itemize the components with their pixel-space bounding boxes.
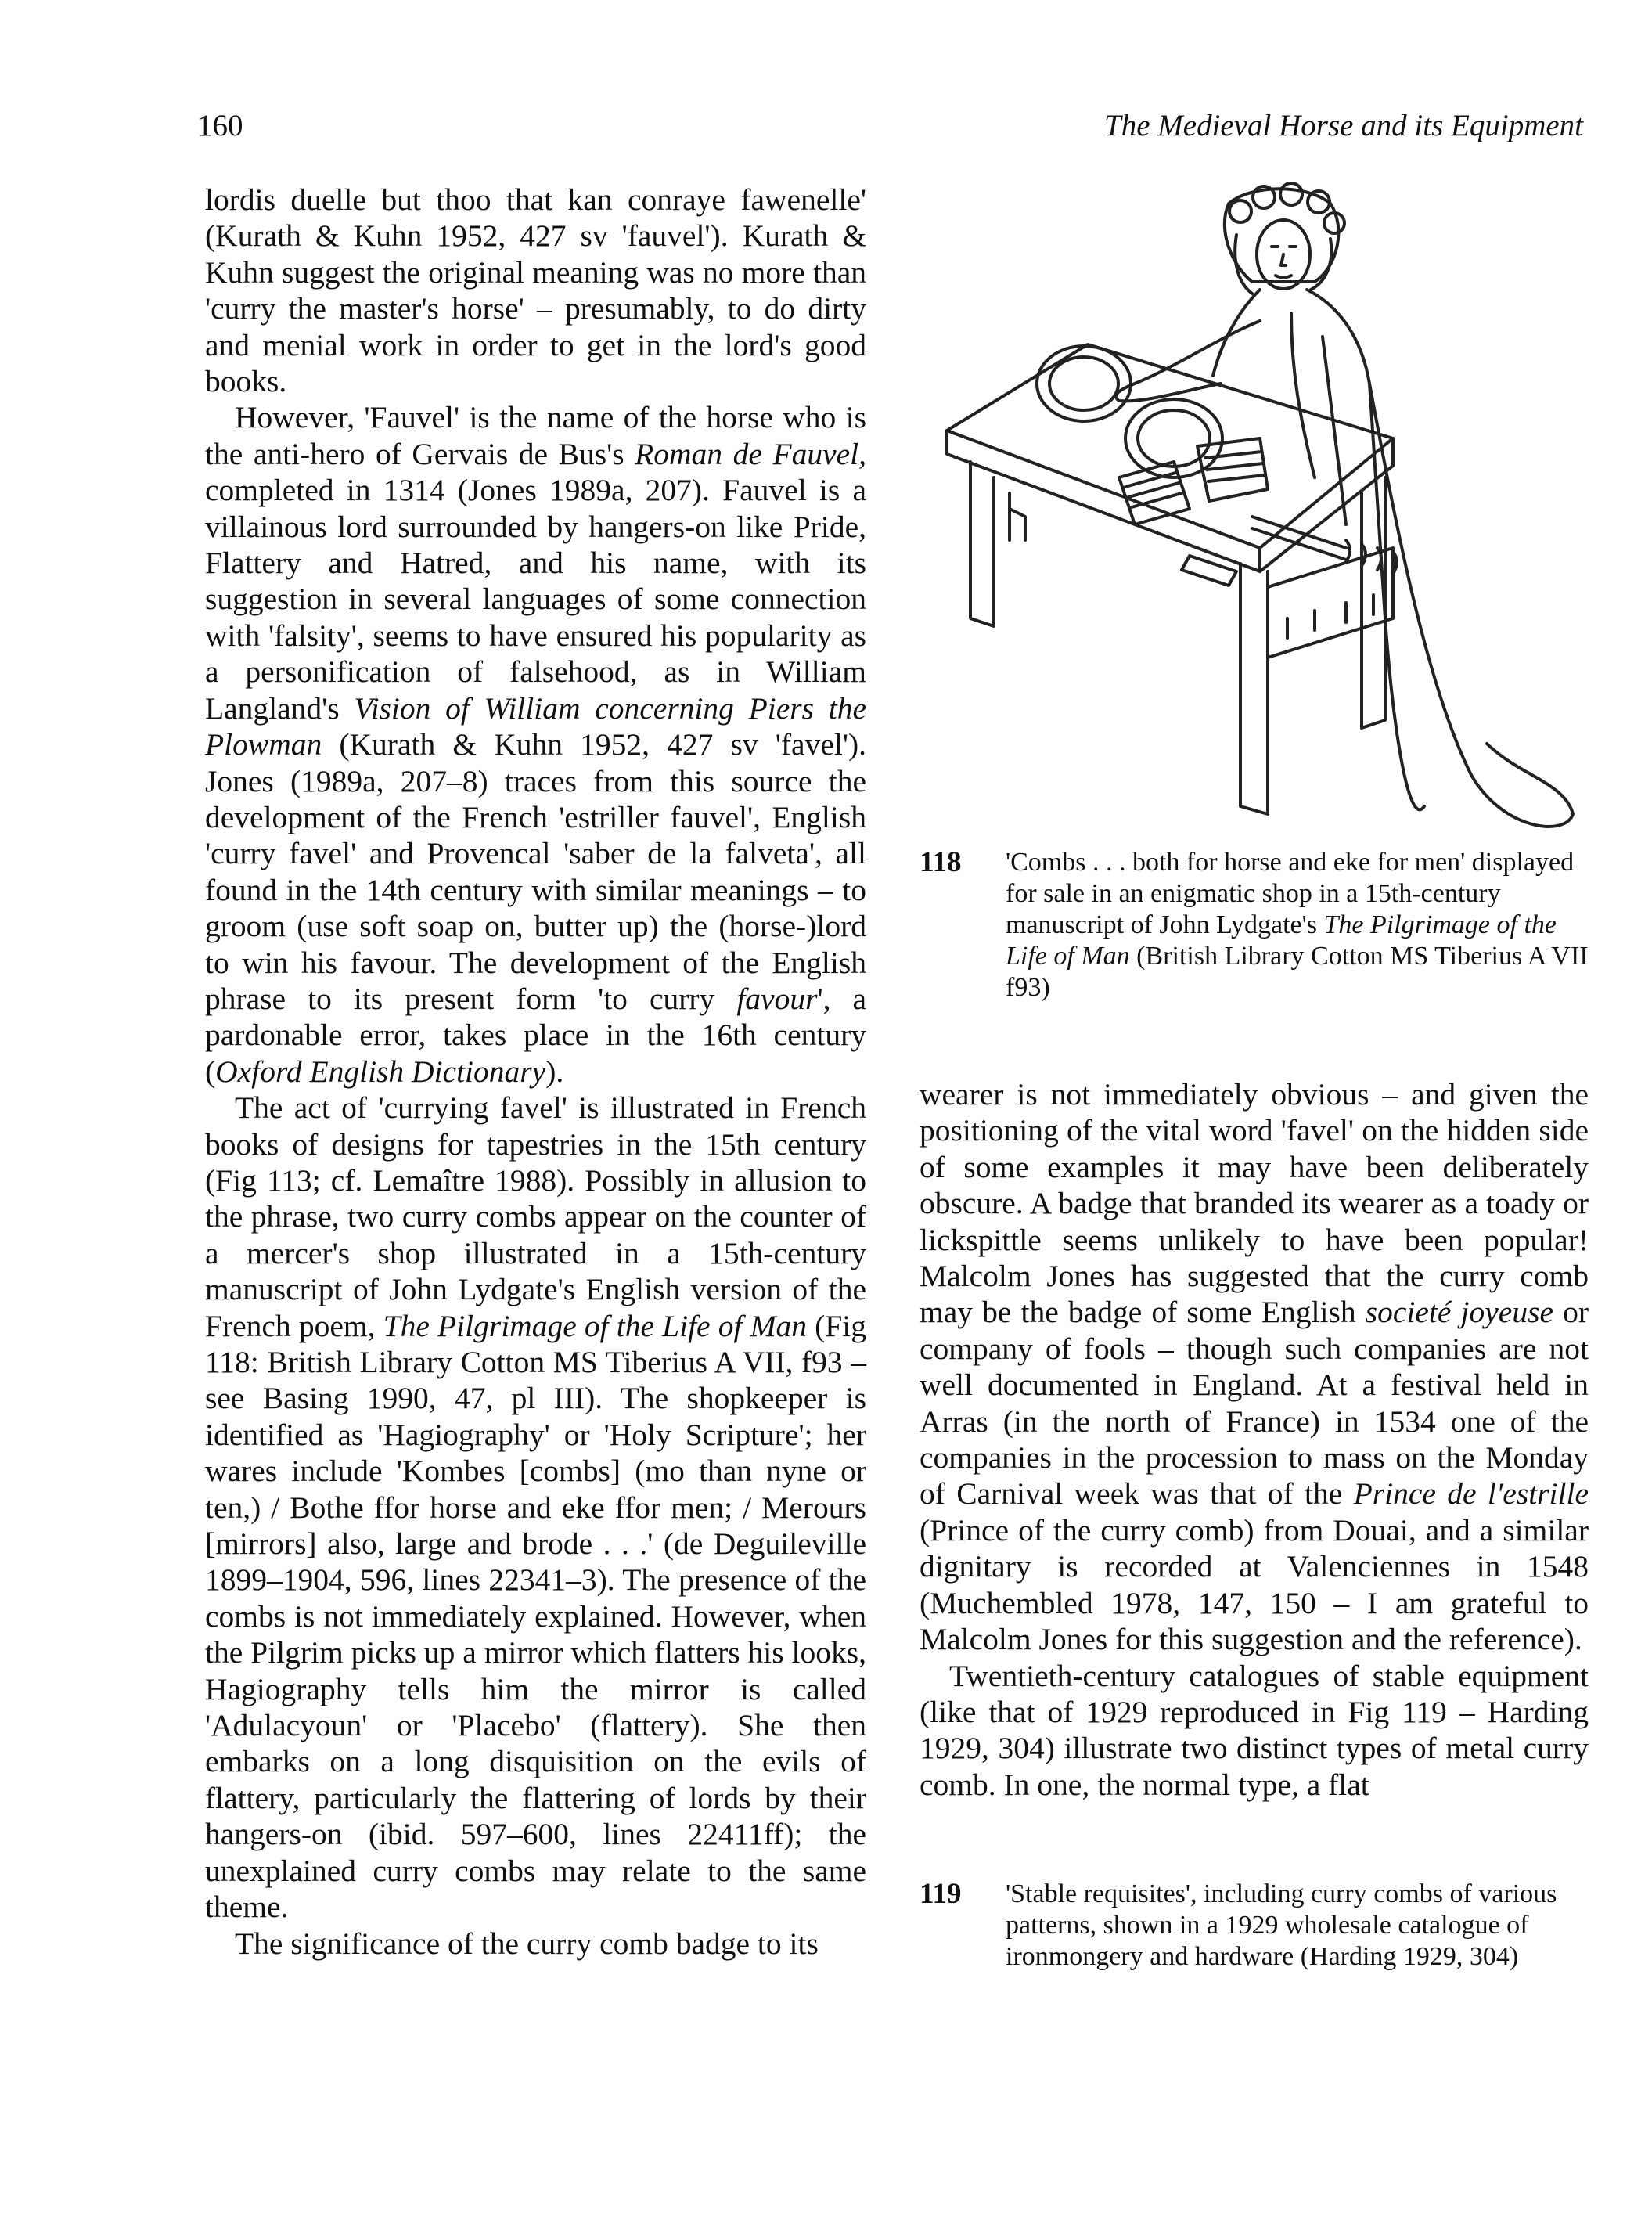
paragraph-4: The significance of the curry comb badge to its <box>235 1926 819 1961</box>
paragraph-3: The act of 'currying favel' is illustrated in French books of designs for tapestries in the 15th century (Fig 113; cf. Lemaître 1988). Possibly in allusion to the phrase, two curry combs appear on the counter of a mercer's shop illustrated in a 15th-century manuscript of John Lydgate's English version of the French poem, The Pilgrimage of the Life of Man (Fig 118: British Library Cotton MS Tiberius A VII, f93 – see Basing 1990, 47, pl III). The shopkeeper is identified as 'Hagiography' or 'Holy Scripture'; her wares include 'Kombes [combs] (mo than nyne or ten,) / Bothe ffor horse and eke ffor men; / Merours [mirrors] also, large and brode . . .' (de Deguileville 1899–1904, 596, lines 22341–3). The presence of the combs is not immediately explained. However, when the Pilgrim picks up a mirror which flatters his looks, Hagiography tells him the mirror is called 'Adulacyoun' or 'Placebo' (flattery). She then embarks on a long disquisition on the evils of flattery, particularly the flattering of lords by their hangers-on (ibid. 597–600, lines 22411ff); the unexplained curry combs may relate to the same theme. <box>205 1090 866 1925</box>
paragraph-1: lordis duelle but thoo that kan conraye fawenelle' (Kurath & Kuhn 1952, 427 sv 'fauvel'). Kurath & Kuhn suggest the original meaning was no more than 'curry the master's horse' – presumably, to do dirty and menial work in order to get in the lord's good books. <box>205 182 866 399</box>
word-favour: favour <box>736 981 818 1016</box>
left-column <box>205 182 866 1962</box>
shop-illustration <box>923 180 1581 853</box>
figure-118-illustration <box>923 180 1581 853</box>
running-title: The Medieval Horse and its Equipment <box>1104 109 1583 142</box>
title-roman-de-fauvel: Roman de Fauvel, <box>635 436 866 471</box>
caption-118-text: 'Combs . . . both for horse and eke for men' displayed for sale in an enigmatic shop in a 15th-century manuscript of John Lydgate's The Pilgrimage of the Life of Man (British Library Cotton MS Tiberius A VII f93) <box>1006 848 1589 1002</box>
right-column <box>920 1076 1589 1803</box>
term-societe-joyeuse: societé joyeuse <box>1365 1295 1553 1330</box>
paragraph-6: Twentieth-century catalogues of stable equipment (like that of 1929 reproduced in Fig 119 – Harding 1929, 304) illustrate two distinct types of metal curry comb. In one, the normal type, a flat <box>920 1658 1589 1802</box>
figure-number-118: 118 <box>920 846 962 878</box>
paragraph-5: wearer is not immediately obvious – and given the positioning of the vital word 'favel' on the hidden side of some examples it may have been deliberately obscure. A badge that branded its wearer as a toady or lickspittle seems unlikely to have been popular! Malcolm Jones has suggested that the curry comb may be the badge of some English societé joyeuse or company of fools – though such companies are not well documented in England. At a festival held in Arras (in the north of France) in 1534 one of the companies in the procession to mass on the Monday of Carnival week was that of the Prince de l'estrille (Prince of the curry comb) from Douai, and a similar dignitary is recorded at Valenciennes in 1548 (Muchembled 1978, 147, 150 – I am grateful to Malcolm Jones for this suggestion and the reference). <box>920 1077 1589 1657</box>
figure-number-119: 119 <box>920 1878 962 1910</box>
caption-119-text: 'Stable requisites', including curry combs of various patterns, shown in a 1929 wholesale catalogue of ironmongery and hardware (Harding 1929, 304) <box>1006 1879 1557 1971</box>
figure-118-caption <box>920 847 1593 1004</box>
title-vision-of-william: Vision of William concerning Piers the Plowman <box>205 690 867 762</box>
figure-119-caption <box>920 1879 1593 1973</box>
term-prince-de-lestrille: Prince de l'estrille <box>1353 1476 1589 1512</box>
page-number: 160 <box>197 109 243 142</box>
paragraph-2: However, 'Fauvel' is the name of the horse who is the anti-hero of Gervais de Bus's Roman de Fauvel, completed in 1314 (Jones 1989a, 207). Fauvel is a villainous lord surrounded by hangers-on like Pride, Flattery and Hatred, and his name, with its suggestion in several languages of some connection with 'falsity', seems to have ensured his popularity as a personification of falsehood, as in William Langland's Vision of William concerning Piers the Plowman (Kurath & Kuhn 1952, 427 sv 'favel'). Jones (1989a, 207–8) traces from this source the development of the French 'estriller fauvel', English 'curry favel' and Provencal 'saber de la falveta', all found in the 14th century with similar meanings – to groom (use soft soap on, butter up) the (horse-)lord to win his favour. The development of the English phrase to its present form 'to curry favour', a pardonable error, takes place in the 16th century (Oxford English Dictionary). <box>205 400 867 1089</box>
title-pilgrimage: The Pilgrimage of the Life of Man <box>383 1308 807 1343</box>
title-oed: Oxford English Dictionary <box>215 1054 546 1089</box>
